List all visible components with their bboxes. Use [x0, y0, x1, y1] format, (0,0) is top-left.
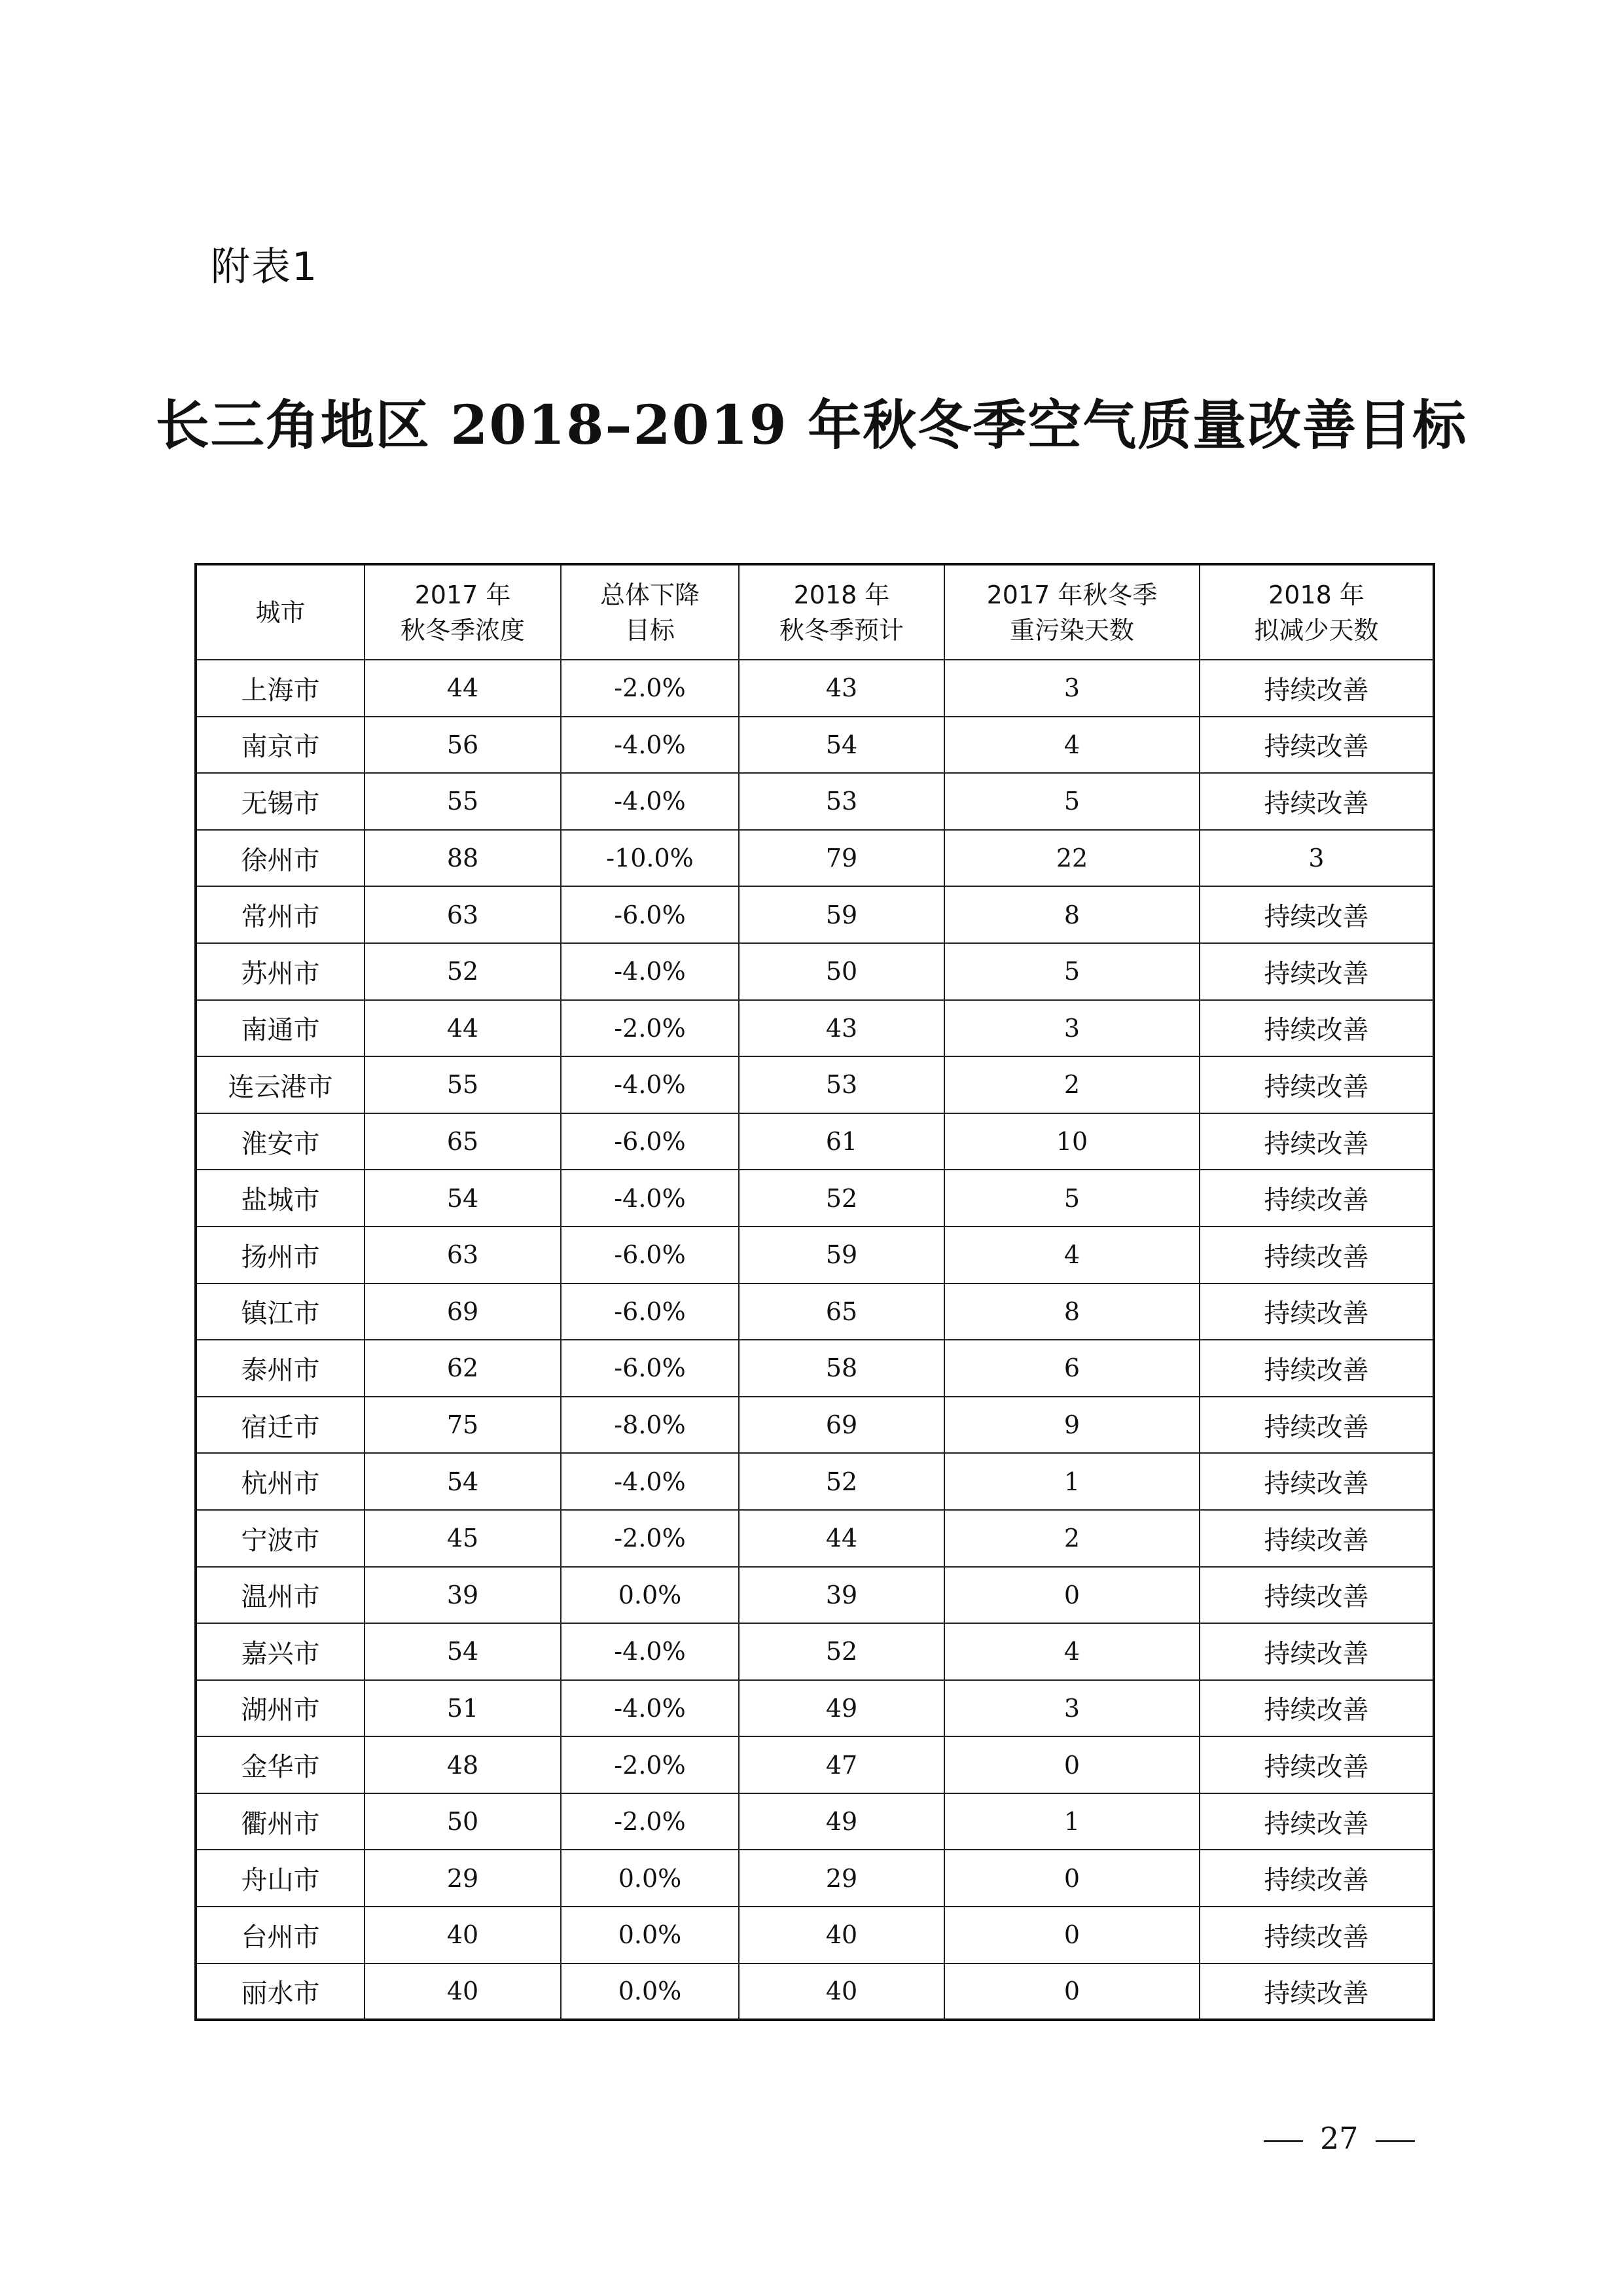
header-line: 总体下降 [599, 580, 700, 609]
cell-heavy-pollution-days-2017: 10 [944, 1113, 1200, 1170]
table-row [196, 1056, 1434, 1113]
table-row [196, 1453, 1434, 1510]
cell-city: 常州市 [196, 886, 365, 943]
cell-city: 南京市 [196, 717, 365, 774]
cell-reduction-target: 0.0% [561, 1907, 739, 1964]
cell-heavy-pollution-days-2017: 8 [944, 886, 1200, 943]
cell-forecast-2018: 54 [739, 717, 944, 774]
cell-heavy-pollution-days-2017: 0 [944, 1907, 1200, 1964]
cell-forecast-2018: 49 [739, 1793, 944, 1850]
cell-reduce-days-2018: 持续改善 [1200, 1623, 1434, 1680]
cell-reduce-days-2018: 持续改善 [1200, 1113, 1434, 1170]
table-row [196, 1736, 1434, 1793]
cell-heavy-pollution-days-2017: 4 [944, 1227, 1200, 1283]
cell-reduction-target: -4.0% [561, 1453, 739, 1510]
cell-reduction-target: -4.0% [561, 1170, 739, 1227]
cell-concentration-2017: 39 [365, 1567, 561, 1624]
cell-concentration-2017: 62 [365, 1340, 561, 1397]
cell-reduction-target: -6.0% [561, 1227, 739, 1283]
cell-concentration-2017: 40 [365, 1907, 561, 1964]
cell-forecast-2018: 52 [739, 1623, 944, 1680]
header-reduce-days-2018 [1200, 564, 1434, 660]
cell-reduction-target: -2.0% [561, 1000, 739, 1057]
header-line: 目标 [624, 615, 675, 645]
cell-city: 杭州市 [196, 1453, 365, 1510]
cell-concentration-2017: 88 [365, 830, 561, 887]
cell-heavy-pollution-days-2017: 0 [944, 1850, 1200, 1907]
header-city [196, 564, 365, 660]
table-row [196, 1907, 1434, 1964]
cell-reduce-days-2018: 持续改善 [1200, 1283, 1434, 1340]
cell-forecast-2018: 61 [739, 1113, 944, 1170]
cell-heavy-pollution-days-2017: 3 [944, 660, 1200, 717]
cell-forecast-2018: 49 [739, 1680, 944, 1737]
cell-reduction-target: -6.0% [561, 886, 739, 943]
cell-reduce-days-2018: 持续改善 [1200, 1170, 1434, 1227]
cell-heavy-pollution-days-2017: 3 [944, 1000, 1200, 1057]
cell-reduction-target: -4.0% [561, 943, 739, 1000]
cell-reduction-target: 0.0% [561, 1850, 739, 1907]
document-title: 长三角地区 2018–2019 年秋冬季空气质量改善目标 [155, 394, 1468, 457]
cell-city: 宁波市 [196, 1510, 365, 1567]
cell-forecast-2018: 79 [739, 830, 944, 887]
table-row [196, 1567, 1434, 1624]
cell-reduction-target: -2.0% [561, 1510, 739, 1567]
cell-concentration-2017: 40 [365, 1964, 561, 2020]
cell-reduce-days-2018: 持续改善 [1200, 1510, 1434, 1567]
cell-heavy-pollution-days-2017: 8 [944, 1283, 1200, 1340]
cell-reduction-target: 0.0% [561, 1964, 739, 2020]
cell-forecast-2018: 50 [739, 943, 944, 1000]
cell-reduce-days-2018: 持续改善 [1200, 1340, 1434, 1397]
cell-reduce-days-2018: 持续改善 [1200, 1736, 1434, 1793]
cell-city: 金华市 [196, 1736, 365, 1793]
table-row [196, 1964, 1434, 2020]
cell-concentration-2017: 29 [365, 1850, 561, 1907]
header-line: 2018 年 [793, 580, 890, 609]
cell-reduce-days-2018: 持续改善 [1200, 1793, 1434, 1850]
cell-city: 徐州市 [196, 830, 365, 887]
cell-forecast-2018: 44 [739, 1510, 944, 1567]
cell-reduction-target: -2.0% [561, 1736, 739, 1793]
cell-forecast-2018: 40 [739, 1964, 944, 2020]
cell-reduce-days-2018: 持续改善 [1200, 1056, 1434, 1113]
table-row [196, 717, 1434, 774]
cell-reduction-target: -6.0% [561, 1283, 739, 1340]
cell-city: 盐城市 [196, 1170, 365, 1227]
cell-reduction-target: -4.0% [561, 1056, 739, 1113]
cell-forecast-2018: 53 [739, 1056, 944, 1113]
cell-forecast-2018: 58 [739, 1340, 944, 1397]
cell-reduce-days-2018: 持续改善 [1200, 1850, 1434, 1907]
table-row [196, 886, 1434, 943]
cell-concentration-2017: 56 [365, 717, 561, 774]
cell-forecast-2018: 52 [739, 1170, 944, 1227]
cell-forecast-2018: 40 [739, 1907, 944, 1964]
header-concentration-2017 [365, 564, 561, 660]
cell-city: 上海市 [196, 660, 365, 717]
page-number [1247, 2121, 1432, 2156]
table-header [196, 564, 1434, 660]
cell-forecast-2018: 43 [739, 1000, 944, 1057]
cell-concentration-2017: 51 [365, 1680, 561, 1737]
cell-forecast-2018: 29 [739, 1850, 944, 1907]
cell-forecast-2018: 59 [739, 1227, 944, 1283]
cell-forecast-2018: 53 [739, 773, 944, 830]
cell-reduction-target: 0.0% [561, 1567, 739, 1624]
cell-reduction-target: -6.0% [561, 1340, 739, 1397]
table-body [196, 660, 1434, 2020]
cell-heavy-pollution-days-2017: 0 [944, 1736, 1200, 1793]
cell-forecast-2018: 43 [739, 660, 944, 717]
header-line: 城市 [255, 598, 306, 627]
cell-reduce-days-2018: 持续改善 [1200, 886, 1434, 943]
table-row [196, 773, 1434, 830]
cell-concentration-2017: 48 [365, 1736, 561, 1793]
annex-label: 附表1 [211, 244, 319, 290]
table-row [196, 1000, 1434, 1057]
cell-city: 宿迁市 [196, 1397, 365, 1454]
air-quality-table [194, 563, 1435, 2021]
cell-concentration-2017: 63 [365, 1227, 561, 1283]
table-row [196, 1510, 1434, 1567]
header-line: 秋冬季预计 [779, 615, 904, 645]
table-row [196, 660, 1434, 717]
cell-city: 舟山市 [196, 1850, 365, 1907]
cell-reduce-days-2018: 持续改善 [1200, 1227, 1434, 1283]
page-dash-left [1264, 2140, 1303, 2142]
cell-heavy-pollution-days-2017: 4 [944, 717, 1200, 774]
cell-city: 嘉兴市 [196, 1623, 365, 1680]
cell-concentration-2017: 54 [365, 1623, 561, 1680]
cell-heavy-pollution-days-2017: 0 [944, 1567, 1200, 1624]
cell-forecast-2018: 69 [739, 1397, 944, 1454]
cell-reduction-target: -4.0% [561, 1680, 739, 1737]
header-row [196, 564, 1434, 660]
cell-city: 扬州市 [196, 1227, 365, 1283]
cell-reduce-days-2018: 持续改善 [1200, 660, 1434, 717]
cell-city: 泰州市 [196, 1340, 365, 1397]
cell-city: 温州市 [196, 1567, 365, 1624]
cell-city: 丽水市 [196, 1964, 365, 2020]
cell-city: 南通市 [196, 1000, 365, 1057]
header-heavy-pollution-days-2017 [944, 564, 1200, 660]
table-row [196, 943, 1434, 1000]
header-line: 2017 年秋冬季 [986, 580, 1158, 609]
cell-concentration-2017: 44 [365, 660, 561, 717]
cell-reduce-days-2018: 持续改善 [1200, 773, 1434, 830]
cell-heavy-pollution-days-2017: 22 [944, 830, 1200, 887]
cell-concentration-2017: 50 [365, 1793, 561, 1850]
cell-reduce-days-2018: 持续改善 [1200, 1567, 1434, 1624]
cell-heavy-pollution-days-2017: 1 [944, 1453, 1200, 1510]
cell-heavy-pollution-days-2017: 2 [944, 1056, 1200, 1113]
cell-reduction-target: -2.0% [561, 660, 739, 717]
cell-forecast-2018: 47 [739, 1736, 944, 1793]
cell-heavy-pollution-days-2017: 4 [944, 1623, 1200, 1680]
cell-concentration-2017: 75 [365, 1397, 561, 1454]
cell-reduction-target: -4.0% [561, 717, 739, 774]
cell-reduce-days-2018: 持续改善 [1200, 1680, 1434, 1737]
cell-reduction-target: -2.0% [561, 1793, 739, 1850]
cell-reduction-target: -4.0% [561, 773, 739, 830]
page-number-value: 27 [1320, 2121, 1359, 2156]
table-row [196, 830, 1434, 887]
cell-reduce-days-2018: 持续改善 [1200, 717, 1434, 774]
header-line: 秋冬季浓度 [400, 615, 525, 645]
cell-city: 苏州市 [196, 943, 365, 1000]
cell-heavy-pollution-days-2017: 0 [944, 1964, 1200, 2020]
header-forecast-2018 [739, 564, 944, 660]
cell-city: 镇江市 [196, 1283, 365, 1340]
cell-concentration-2017: 55 [365, 773, 561, 830]
table-row [196, 1283, 1434, 1340]
cell-city: 连云港市 [196, 1056, 365, 1113]
cell-reduce-days-2018: 3 [1200, 830, 1434, 887]
header-line: 拟减少天数 [1254, 615, 1379, 645]
cell-reduce-days-2018: 持续改善 [1200, 1964, 1434, 2020]
cell-heavy-pollution-days-2017: 2 [944, 1510, 1200, 1567]
cell-city: 淮安市 [196, 1113, 365, 1170]
cell-concentration-2017: 54 [365, 1170, 561, 1227]
table-row [196, 1170, 1434, 1227]
cell-reduction-target: -8.0% [561, 1397, 739, 1454]
cell-concentration-2017: 52 [365, 943, 561, 1000]
cell-city: 台州市 [196, 1907, 365, 1964]
cell-heavy-pollution-days-2017: 1 [944, 1793, 1200, 1850]
cell-forecast-2018: 52 [739, 1453, 944, 1510]
cell-forecast-2018: 65 [739, 1283, 944, 1340]
cell-heavy-pollution-days-2017: 3 [944, 1680, 1200, 1737]
cell-heavy-pollution-days-2017: 5 [944, 943, 1200, 1000]
table-row [196, 1113, 1434, 1170]
cell-concentration-2017: 65 [365, 1113, 561, 1170]
header-line: 2018 年 [1268, 580, 1364, 609]
cell-concentration-2017: 44 [365, 1000, 561, 1057]
cell-city: 衢州市 [196, 1793, 365, 1850]
header-reduction-target [561, 564, 739, 660]
cell-forecast-2018: 39 [739, 1567, 944, 1624]
cell-reduce-days-2018: 持续改善 [1200, 1397, 1434, 1454]
table-row [196, 1397, 1434, 1454]
table-row [196, 1623, 1434, 1680]
cell-heavy-pollution-days-2017: 5 [944, 1170, 1200, 1227]
cell-city: 湖州市 [196, 1680, 365, 1737]
cell-heavy-pollution-days-2017: 6 [944, 1340, 1200, 1397]
table-row [196, 1227, 1434, 1283]
cell-reduction-target: -6.0% [561, 1113, 739, 1170]
header-line: 2017 年 [414, 580, 511, 609]
cell-reduction-target: -10.0% [561, 830, 739, 887]
cell-city: 无锡市 [196, 773, 365, 830]
cell-reduce-days-2018: 持续改善 [1200, 1000, 1434, 1057]
cell-concentration-2017: 55 [365, 1056, 561, 1113]
table-row [196, 1340, 1434, 1397]
cell-reduce-days-2018: 持续改善 [1200, 1907, 1434, 1964]
cell-concentration-2017: 54 [365, 1453, 561, 1510]
header-line: 重污染天数 [1009, 615, 1134, 645]
cell-reduction-target: -4.0% [561, 1623, 739, 1680]
table-row [196, 1793, 1434, 1850]
table-row [196, 1680, 1434, 1737]
cell-concentration-2017: 45 [365, 1510, 561, 1567]
cell-reduce-days-2018: 持续改善 [1200, 943, 1434, 1000]
cell-heavy-pollution-days-2017: 5 [944, 773, 1200, 830]
cell-heavy-pollution-days-2017: 9 [944, 1397, 1200, 1454]
cell-concentration-2017: 63 [365, 886, 561, 943]
cell-reduce-days-2018: 持续改善 [1200, 1453, 1434, 1510]
cell-forecast-2018: 59 [739, 886, 944, 943]
cell-concentration-2017: 69 [365, 1283, 561, 1340]
table-row [196, 1850, 1434, 1907]
page-dash-right [1376, 2140, 1415, 2142]
